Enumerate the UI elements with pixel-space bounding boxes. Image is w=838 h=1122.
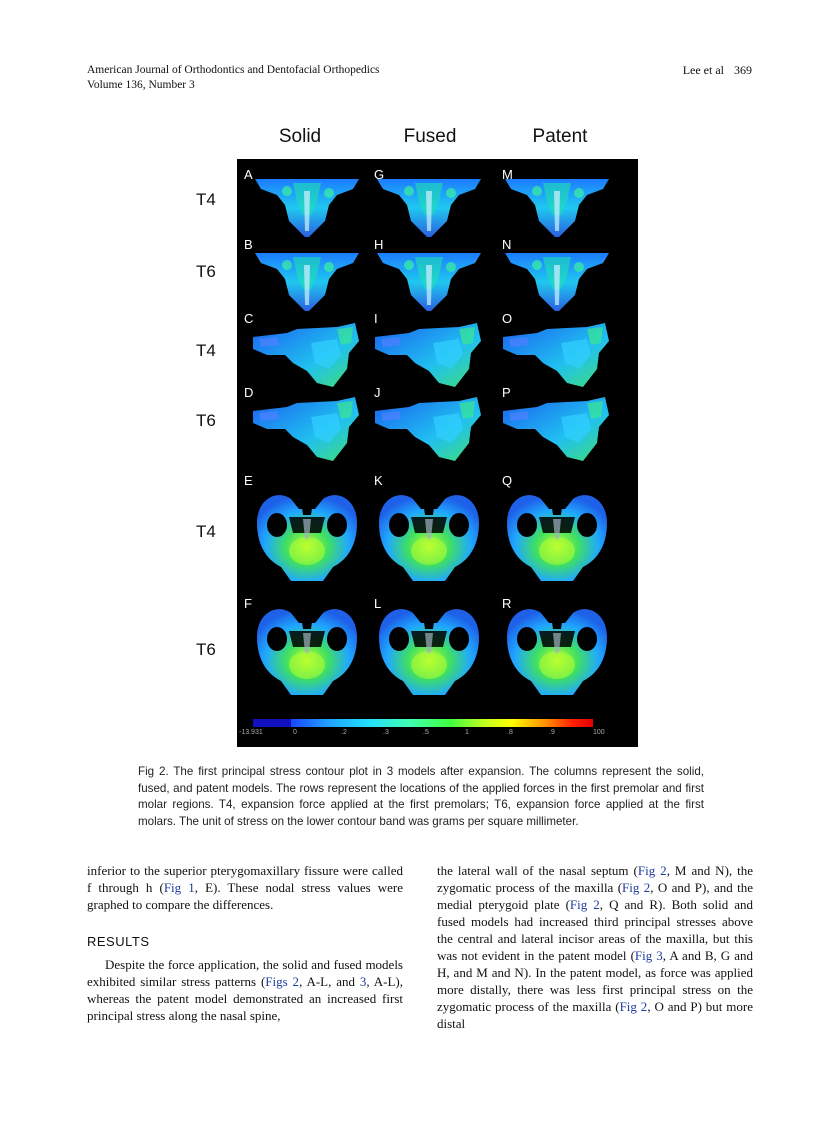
journal-volume: Volume 136, Number 3 (87, 79, 195, 91)
column-heading-patent: Patent (532, 126, 588, 147)
text: , Q and R). Both solid and fused models had increased third principal stresses above the central and lateral incisor areas of the maxilla, but this was not evident in the patent model ( (437, 897, 754, 963)
row-label-6: T6 (196, 640, 216, 659)
panel-J (375, 397, 481, 461)
panel-C (253, 323, 359, 387)
colorbar-tick: .2 (341, 729, 347, 736)
panel-L (379, 609, 479, 695)
colorbar-tick: 1 (465, 729, 469, 736)
colorbar-tick: .3 (383, 729, 389, 736)
text: Despite the force application, the solid and fused models exhibited similar stress patterns ( (87, 957, 403, 989)
colorbar-tick: .5 (423, 729, 429, 736)
panel-Q (507, 495, 607, 581)
text: inferior to the superior pterygomaxillary fissure were called f through h ( (87, 863, 403, 895)
panel-B (255, 253, 359, 311)
text: , A and B, G and H, and M and N). In the patent model, as force was applied more distally, there was less first principal stress on the zygomatic process of the maxilla ( (437, 948, 753, 1014)
text: , O and P) but more distal (437, 999, 754, 1031)
colorbar-tick: .9 (549, 729, 555, 736)
panel-M (505, 179, 609, 237)
column-heading-fused: Fused (403, 126, 457, 147)
panel-label-O: O (502, 311, 513, 326)
panel-label-D: D (244, 385, 254, 400)
contour-colorbar (253, 719, 593, 727)
panel-label-M: M (502, 167, 513, 182)
panel-label-A: A (244, 167, 253, 182)
panel-G (377, 179, 481, 237)
figure-graphics (237, 159, 638, 747)
colorbar-ticks (237, 729, 638, 745)
figure-caption: Fig 2. The first principal stress contour plot in 3 models after expansion. The columns represent the solid, fused, and patent models. The rows represent the locations of the applied forces in the first premolar and first molar regions. T4, expansion force applied at the first premolars; T6, expansion force applied at the first molars. The unit of stress on the lower contour band was grams per square millimeter. (138, 765, 704, 828)
panel-label-G: G (374, 167, 385, 182)
running-header-right (673, 63, 752, 78)
text: the lateral wall of the nasal septum ( (437, 863, 638, 878)
text: , E). These nodal stress values were graphed to compare the differences. (87, 880, 403, 912)
panel-N (505, 253, 609, 311)
figure-link[interactable]: Fig 2 (622, 880, 651, 895)
panel-E (257, 495, 357, 581)
row-label-4: T6 (196, 411, 216, 430)
row-label-2: T6 (196, 262, 216, 281)
panel-P (503, 397, 609, 461)
row-label-3: T4 (196, 341, 216, 360)
figure-link[interactable]: Figs 2 (265, 974, 300, 989)
paragraph (87, 862, 403, 913)
panel-H (377, 253, 481, 311)
figure-link[interactable]: Fig 2 (637, 863, 667, 878)
stress-contour-figure (237, 159, 638, 747)
panel-F (257, 609, 357, 695)
panel-label-H: H (374, 237, 384, 252)
figure-link[interactable]: Fig 2 (619, 999, 648, 1014)
panel-label-B: B (244, 237, 253, 252)
text: , M and N), the zygomatic process of the maxilla ( (437, 863, 754, 895)
paragraph (87, 956, 403, 1024)
body-column-left (87, 862, 403, 1024)
panel-label-J: J (374, 385, 381, 400)
running-header-left (87, 63, 380, 93)
panel-I (375, 323, 481, 387)
panel-R (507, 609, 607, 695)
figure-link[interactable]: 3 (359, 974, 367, 989)
panel-label-N: N (502, 237, 512, 252)
paragraph (437, 862, 753, 1032)
panel-label-K: K (374, 473, 383, 488)
colorbar-tick: 100 (593, 729, 605, 736)
row-label-1: T4 (196, 190, 216, 209)
figure-link[interactable]: Fig 3 (634, 948, 663, 963)
text: , A-L), whereas the patent model demonstrated an increased first principal stress along the nasal spine, (87, 974, 403, 1023)
panel-A (255, 179, 359, 237)
text: , O and P), and the medial pterygoid plate ( (437, 880, 753, 912)
panel-O (503, 323, 609, 387)
colorbar-tick: -13.931 (239, 729, 263, 736)
journal-title: American Journal of Orthodontics and Dentofacial Orthopedics (87, 64, 380, 76)
panel-D (253, 397, 359, 461)
colorbar-tick: .8 (507, 729, 513, 736)
row-label-5: T4 (196, 522, 216, 541)
panel-label-P: P (502, 385, 511, 400)
authors: Lee et al (682, 63, 724, 77)
section-heading-results: RESULTS (87, 934, 150, 949)
body-column-right (437, 862, 753, 1032)
panel-label-R: R (502, 596, 512, 611)
panel-label-L: L (374, 596, 382, 611)
panel-label-Q: Q (502, 473, 513, 488)
panel-K (379, 495, 479, 581)
colorbar-tick: 0 (293, 729, 297, 736)
figure-link[interactable]: Fig 1 (163, 880, 195, 895)
panel-label-C: C (244, 311, 254, 326)
panel-label-I: I (374, 311, 378, 326)
column-heading-solid: Solid (278, 126, 322, 147)
panel-label-F: F (244, 596, 252, 611)
panel-label-E: E (244, 473, 253, 488)
figure-link[interactable]: Fig 2 (569, 897, 600, 912)
text: , A-L, and (299, 974, 360, 989)
page-number: 369 (734, 63, 752, 77)
